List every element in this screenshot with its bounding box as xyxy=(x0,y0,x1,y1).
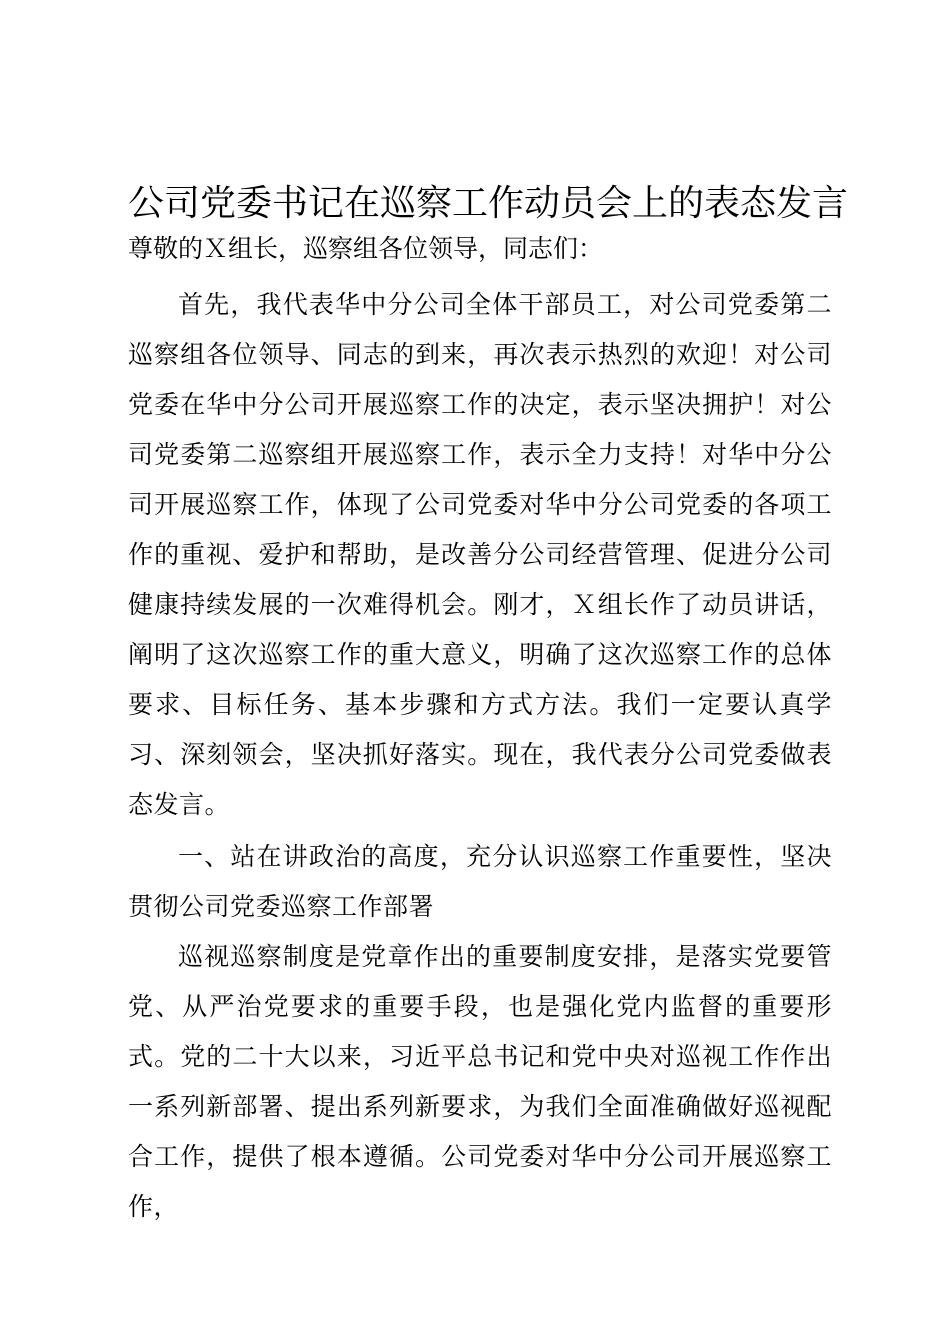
salutation: 尊敬的Ｘ组长，巡察组各位领导，同志们： xyxy=(128,234,604,263)
document-page xyxy=(128,178,849,1232)
section-heading-1: 一、站在讲政治的高度，充分认识巡察工作重要性，坚决贯彻公司党委巡察工作部署 xyxy=(128,842,832,921)
paragraph-intro: 首先，我代表华中分公司全体干部员工，对公司党委第二巡察组各位领导、同志的到来，再次表示热烈的欢迎！对公司党委在华中分公司开展巡察工作的决定，表示坚决拥护！对公司党委第二巡察组开展巡察工作，表示全力支持！对华中分公司开展巡察工作，体现了公司党委对华中分公司党委的各项工作的重视、爱护和帮助，是改善分公司经营管理、促进分公司健康持续发展的一次难得机会。刚才，Ｘ组长作了动员讲话，阐明了这次巡察工作的重大意义，明确了这次巡察工作的总体要求、目标任务、基本步骤和方式方法。我们一定要认真学习、深刻领会，坚决抓好落实。现在，我代表分公司党委做表态发言。 xyxy=(128,290,832,819)
paragraph-section-1: 巡视巡察制度是党章作出的重要制度安排，是落实党要管党、从严治党要求的重要手段，也是强化党内监督的重要形式。党的二十大以来，习近平总书记和党中央对巡视工作作出一系列新部署、提出系列新要求，为我们全面准确做好巡视配合工作，提供了根本遵循。公司党委对华中分公司开展巡察工作， xyxy=(128,942,832,1221)
document-title: 公司党委书记在巡察工作动员会上的表态发言 xyxy=(128,183,849,224)
